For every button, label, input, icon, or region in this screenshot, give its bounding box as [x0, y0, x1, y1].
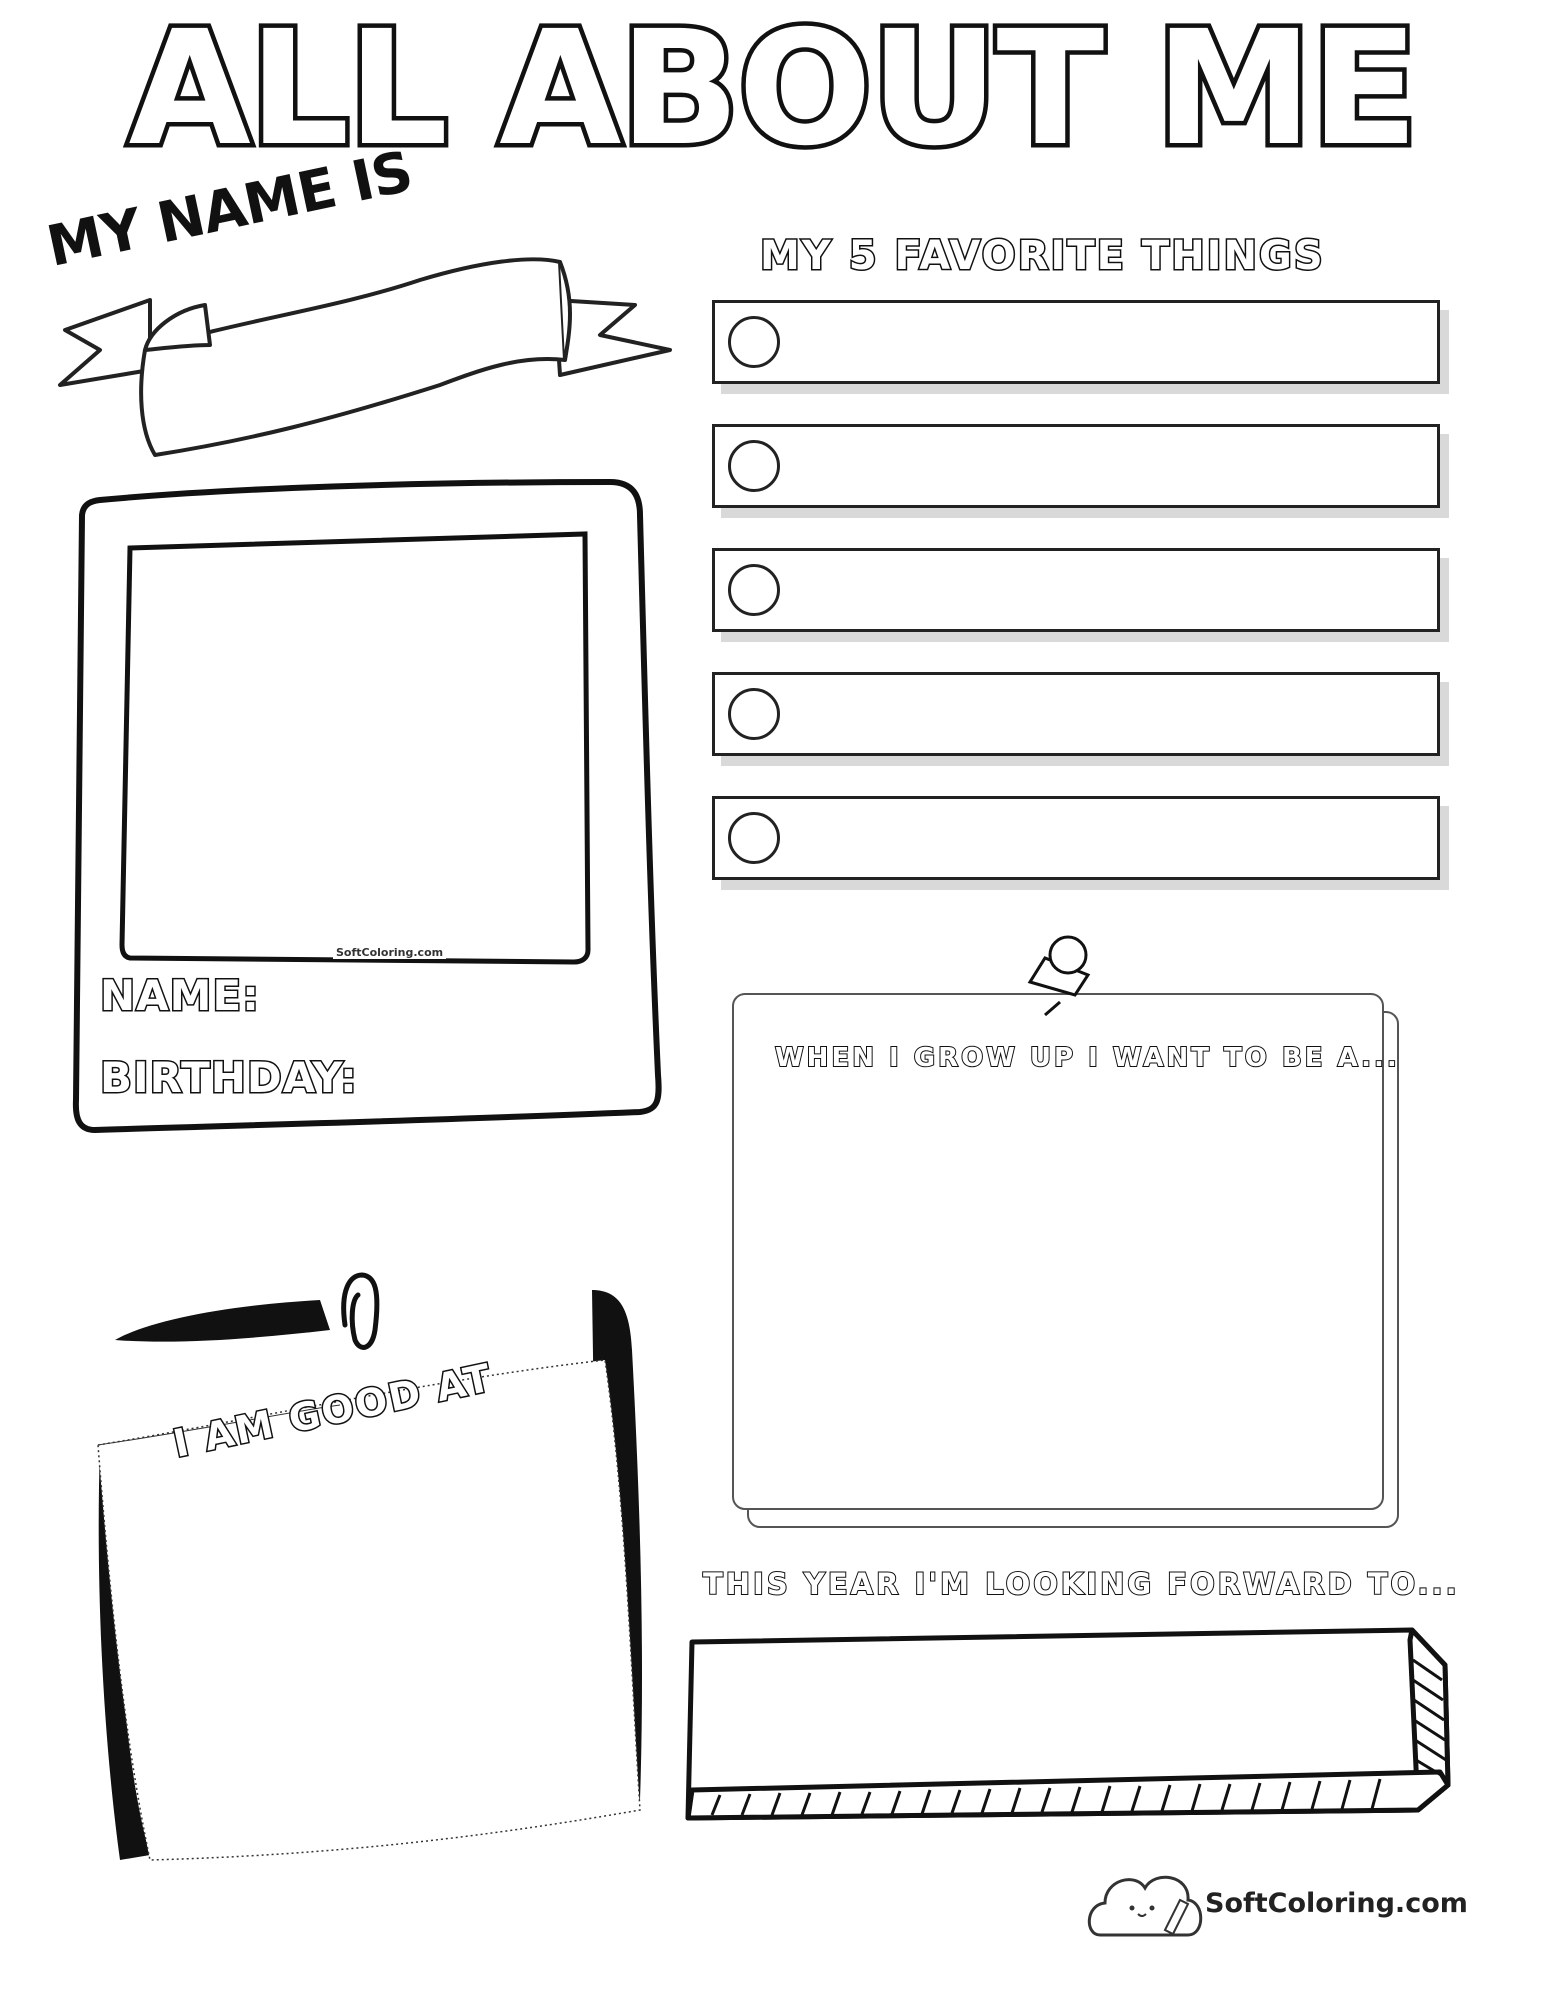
page-title: ALL ABOUT ME	[128, 0, 1417, 181]
birthday-label: BIRTHDAY:	[100, 1053, 358, 1102]
good-at-title: I AM GOOD AT	[169, 1355, 497, 1466]
name-banner-label: MY NAME IS	[41, 139, 418, 280]
name-label: NAME:	[100, 971, 260, 1020]
favorites-title: MY 5 FAVORITE THINGS	[760, 233, 1325, 279]
brand-text[interactable]: SoftColoring.com	[1205, 1888, 1468, 1919]
grow-up-title: WHEN I GROW UP I WANT TO BE A...	[775, 1043, 1400, 1073]
this-year-title: THIS YEAR I'M LOOKING FORWARD TO...	[703, 1567, 1460, 1601]
photo-watermark: SoftColoring.com	[333, 946, 446, 959]
